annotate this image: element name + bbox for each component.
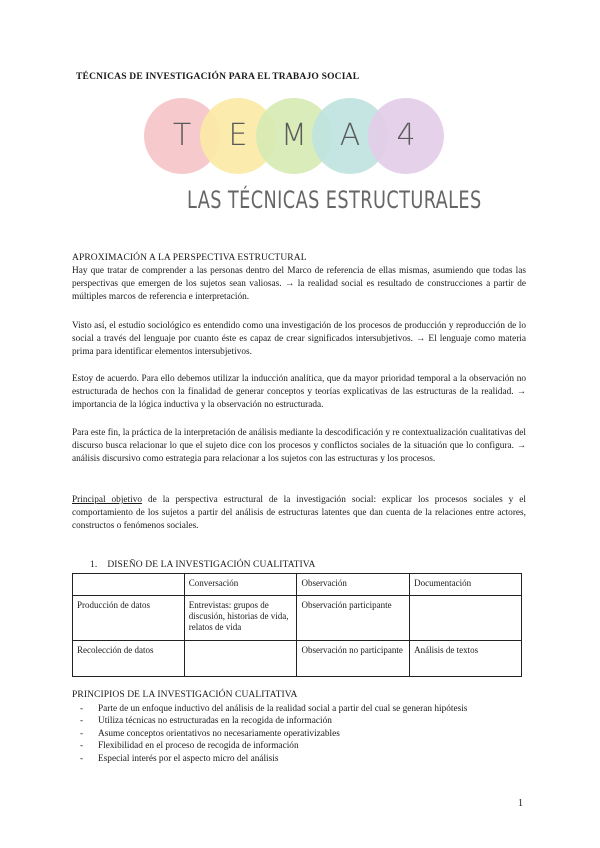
paragraph-3: Estoy de acuerdo. Para ello debemos utilizar la inducción analítica, que da mayor prioridad temporal a la observación no estructurada de hechos con la finalidad de generar conceptos y teorías explicativas de las estructuras de la realidad. → importancia de la lógica inductiva y la observación no estructurada.: [72, 374, 526, 410]
table-cell: Observación participante: [297, 596, 410, 641]
list-item: - Especial interés por el aspecto micro del análisis: [80, 753, 279, 764]
document-header: TÉCNICAS DE INVESTIGACIÓN PARA EL TRABAJO SOCIAL: [76, 72, 360, 82]
section-heading-principios: PRINCIPIOS DE LA INVESTIGACIÓN CUALITATIVA: [72, 690, 298, 700]
table-header-conversacion: Conversación: [184, 574, 297, 596]
tema-banner: [144, 98, 444, 174]
page-number: 1: [518, 798, 523, 809]
table-cell: [73, 574, 185, 596]
list-item: - Utiliza técnicas no estructuradas en la recogida de información: [80, 716, 332, 727]
list-item: - Parte de un enfoque inductivo del análisis de la realidad social a partir del cual se generan hipótesis: [80, 704, 468, 714]
table-header-row: [73, 574, 522, 596]
table-row: [73, 596, 522, 641]
banner-letter-a: A: [339, 118, 361, 153]
paragraph-4: Para este fin, la práctica de la interpretación de análisis mediante la descodificación y re contextualización cualitativas del discurso busca relacionar lo que el sujeto dice con los procesos y conflictos sociales de la situación que lo configura. → análisis discursivo como estrategia para relacionar a los sujetos con las estructuras y los procesos.: [72, 428, 526, 464]
research-design-table: [72, 573, 522, 677]
bullet-dash: -: [80, 716, 84, 727]
bullet-dash: -: [80, 753, 84, 764]
table-cell: Recolección de datos: [73, 641, 185, 677]
banner-letter-e: E: [228, 118, 248, 153]
bullet-dash: -: [80, 704, 84, 714]
section-number: 1.: [90, 560, 98, 570]
bullet-dash: -: [80, 741, 84, 752]
topic-subtitle: LAS TÉCNICAS ESTRUCTURALES: [187, 186, 482, 214]
banner-number-4: 4: [396, 118, 416, 153]
table-cell: Observación no participante: [297, 641, 410, 677]
section-heading-estructural: APROXIMACIÓN A LA PERSPECTIVA ESTRUCTURAL: [72, 253, 307, 263]
section-heading-diseno: [90, 560, 315, 570]
banner-letter-t: T: [172, 118, 192, 153]
paragraph-1: Hay que tratar de comprender a las personas dentro del Marco de referencia de ellas mismas, asumiendo que todas las perspectivas que emergen de los sujetos sean valiosas. → la realidad social es resultado de construcciones a partir de múltiples marcos de referencia e interpretación.: [72, 266, 526, 302]
paragraph-2: Visto así, el estudio sociológico es entendido como una investigación de los procesos de producción y reproducción de lo social a través del lenguaje por cuanto éste es capaz de crear significados intersubjetivos. → El lenguaje como materia prima para identificar elementos intersubjetivos.: [72, 321, 526, 357]
table-cell: Análisis de textos: [410, 641, 522, 677]
table-cell: [410, 596, 522, 641]
bullet-dash: -: [80, 728, 84, 739]
list-item: - Asume conceptos orientativos no necesariamente operativizables: [80, 728, 340, 739]
table-cell: Producción de datos: [73, 596, 185, 641]
section-heading-text: DISEÑO DE LA INVESTIGACIÓN CUALITATIVA: [107, 560, 316, 570]
table-cell: [184, 641, 297, 677]
paragraph-objective: [72, 494, 526, 532]
table-header-observacion: Observación: [297, 574, 410, 596]
table-header-documentacion: Documentación: [410, 574, 522, 596]
table-cell: Entrevistas: grupos de discusión, historias de vida, relatos de vida: [184, 596, 297, 641]
objective-text: de la perspectiva estructural de la investigación social: explicar los procesos sociales y el comportamiento de los sujetos a partir del análisis de estructuras latentes que dan cuenta de la relaciones entre actores, constructos o fenómenos sociales.: [72, 495, 526, 531]
objective-label: Principal objetivo: [72, 495, 142, 505]
banner-letter-m: M: [281, 118, 307, 153]
table-row: [73, 641, 522, 677]
principles-list: [72, 703, 526, 765]
list-item: - Flexibilidad en el proceso de recogida de información: [80, 741, 299, 752]
